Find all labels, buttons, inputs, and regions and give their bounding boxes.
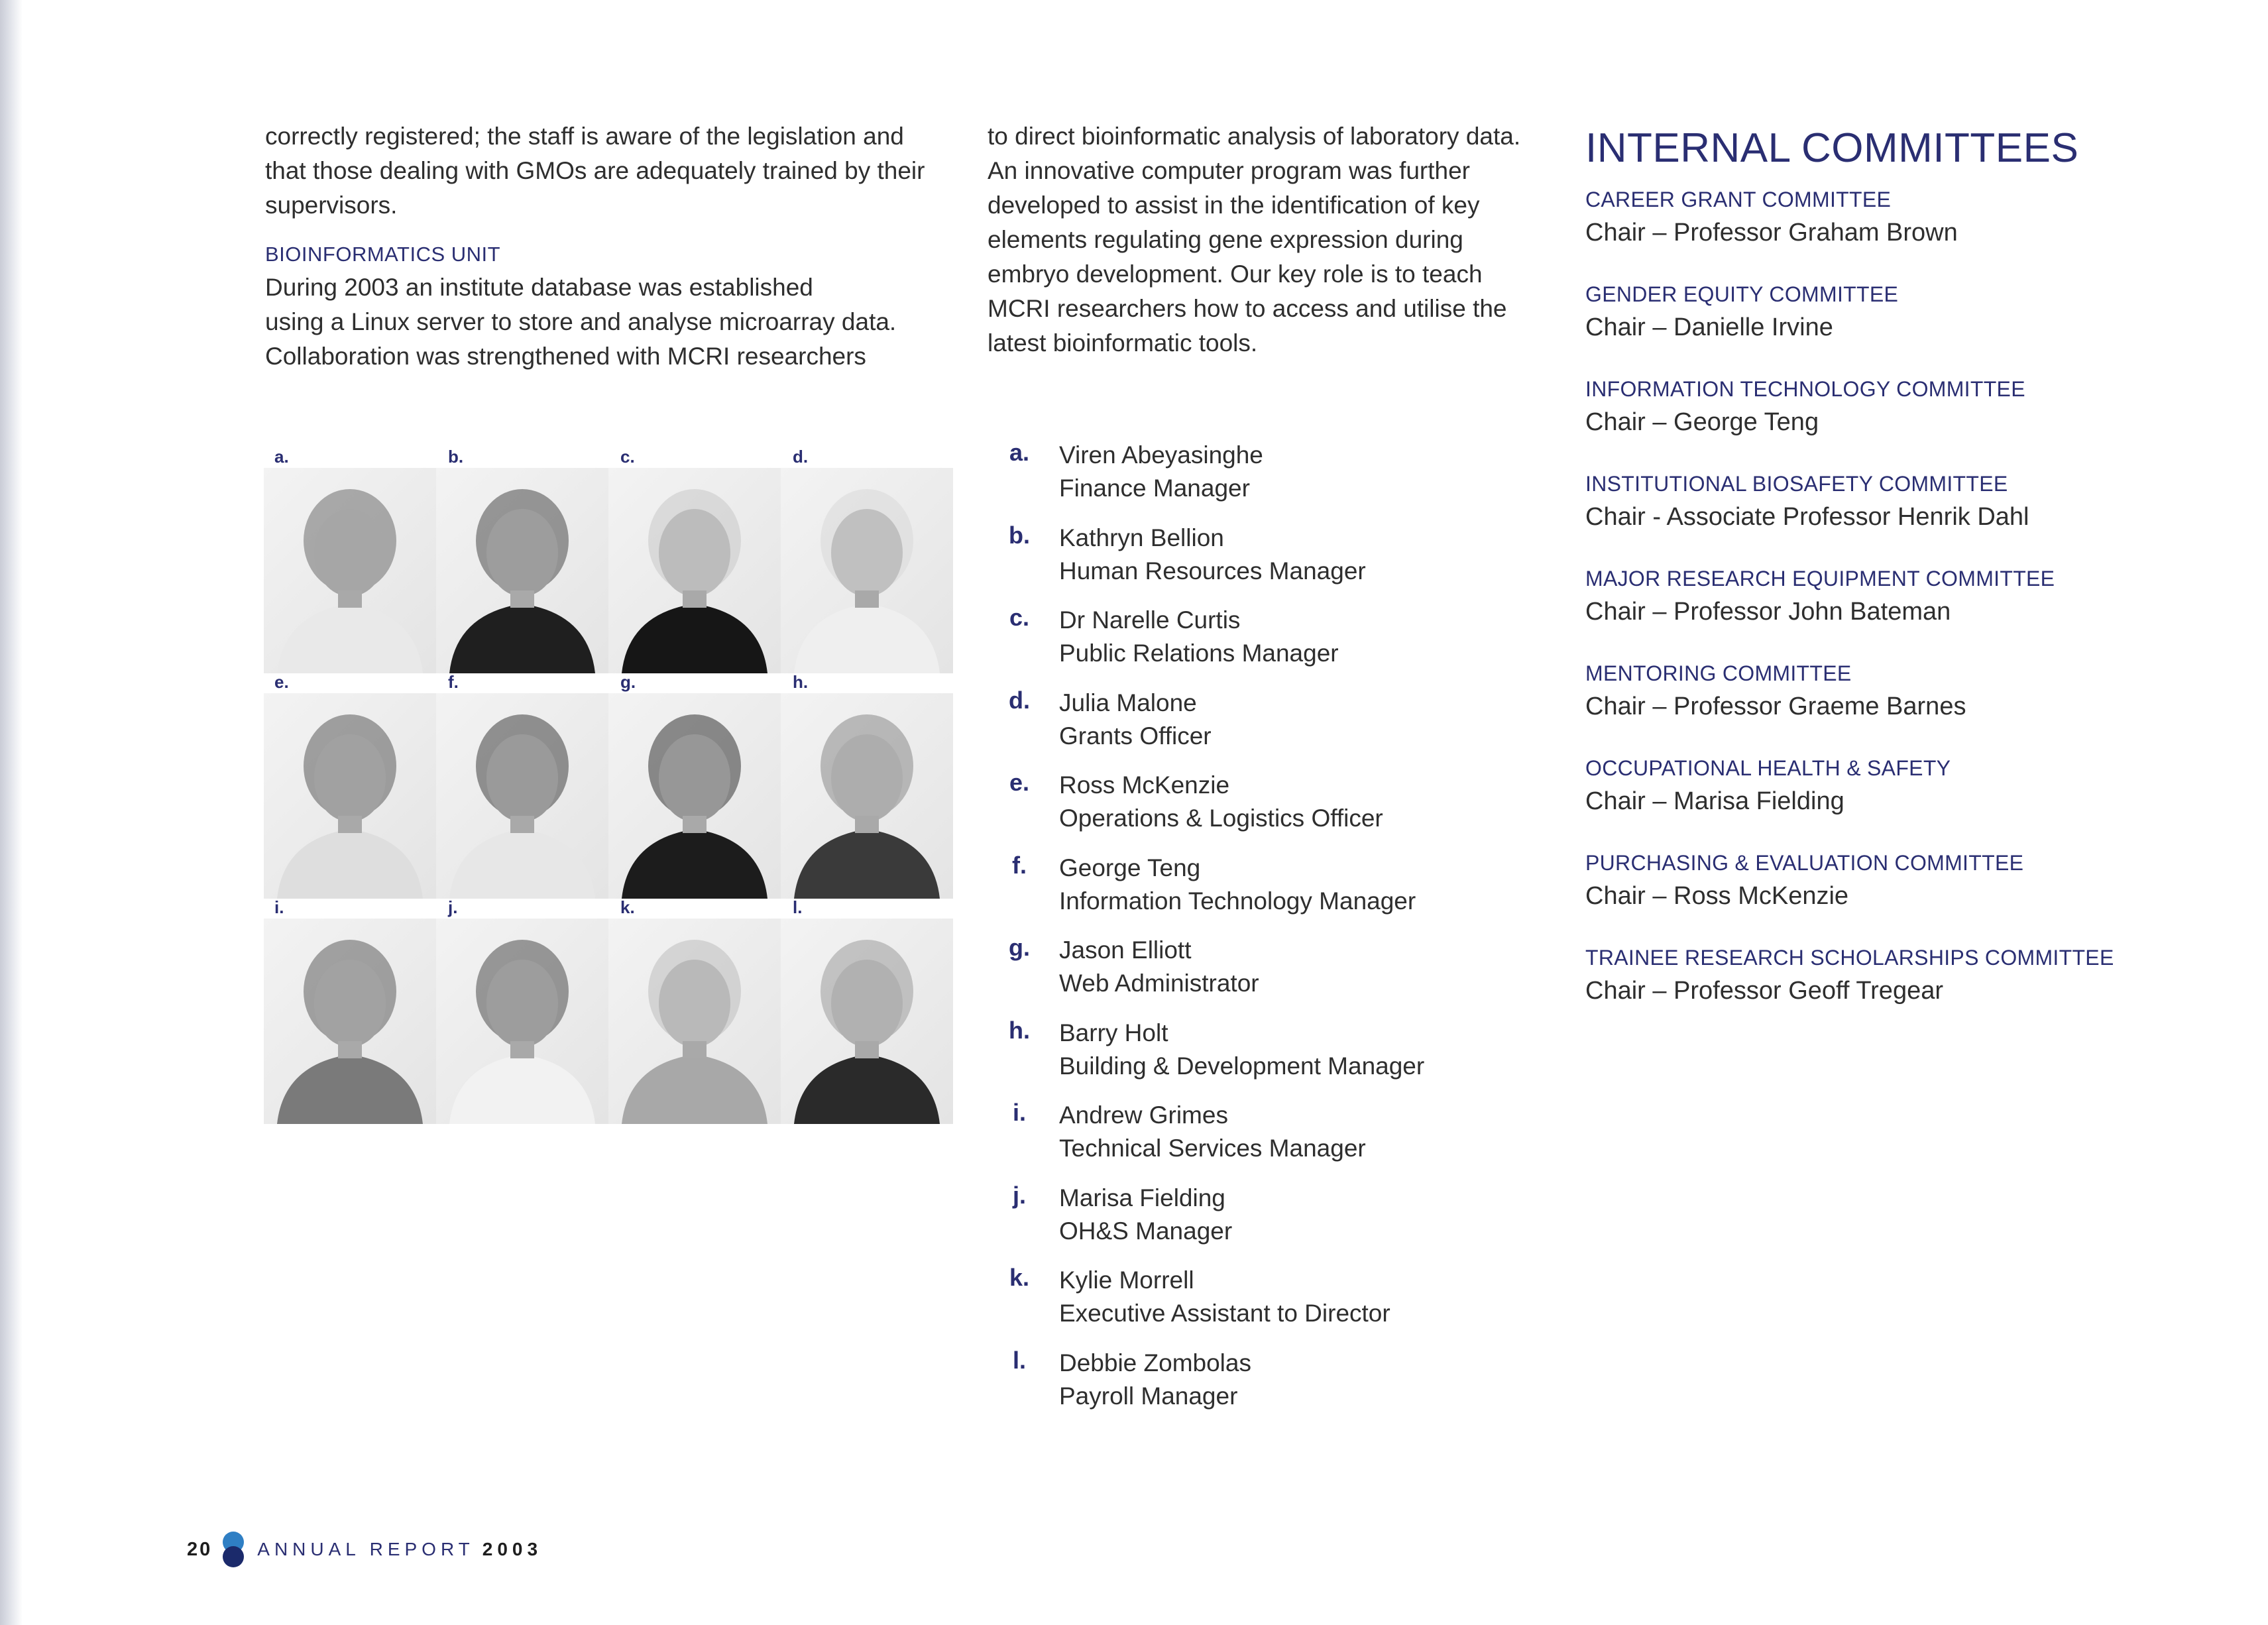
committee-chair: Chair - Associate Professor Henrik Dahl (1585, 503, 2029, 531)
staff-photo (264, 899, 436, 1124)
staff-role: Human Resources Manager (1059, 557, 1366, 585)
internal-committees-section (1585, 119, 2169, 1038)
portrait-silhouette-icon (264, 919, 436, 1124)
portrait-image (781, 693, 953, 899)
committee-chair: Chair – Professor Geoff Tregear (1585, 977, 1943, 1005)
portrait-image (436, 693, 608, 899)
staff-letter: f. (1012, 851, 1027, 879)
committee-item (1585, 564, 2169, 659)
bioinformatics-heading: BIOINFORMATICS UNIT (265, 243, 501, 266)
intro-paragraph (265, 119, 954, 223)
portrait-silhouette-icon (608, 693, 781, 899)
committee-item (1585, 943, 2169, 1038)
committees-title: INTERNAL COMMITTEES (1585, 125, 2079, 171)
staff-entry (999, 769, 1556, 852)
staff-name: Julia Malone (1059, 689, 1197, 716)
committee-name: TRAINEE RESEARCH SCHOLARSHIPS COMMITTEE (1585, 946, 2114, 970)
staff-name: Marisa Fielding (1059, 1184, 1225, 1211)
intro-line: supervisors. (265, 192, 398, 219)
staff-name: Dr Narelle Curtis (1059, 606, 1241, 634)
report-year: 2003 (482, 1539, 543, 1559)
staff-name: Andrew Grimes (1059, 1101, 1228, 1129)
committee-chair: Chair – George Teng (1585, 408, 1819, 436)
committee-chair: Chair – Danielle Irvine (1585, 313, 1833, 341)
staff-entry (999, 439, 1556, 522)
staff-name: Debbie Zombolas (1059, 1349, 1251, 1376)
staff-photo (436, 673, 608, 899)
committee-list (1585, 185, 2169, 1038)
photo-letter-label: i. (274, 897, 284, 917)
staff-letter: d. (1009, 686, 1030, 714)
staff-name: Kylie Morrell (1059, 1266, 1194, 1294)
portrait-image (608, 468, 781, 673)
photo-letter-label: l. (793, 897, 803, 917)
photo-letter-label: b. (448, 447, 464, 467)
staff-entry (999, 687, 1556, 769)
staff-role: Building & Development Manager (1059, 1052, 1425, 1080)
staff-entry (999, 1017, 1556, 1099)
staff-name: Barry Holt (1059, 1019, 1168, 1046)
portrait-silhouette-icon (608, 919, 781, 1124)
staff-entry (999, 934, 1556, 1017)
staff-role: Executive Assistant to Director (1059, 1300, 1390, 1327)
staff-letter: a. (1009, 439, 1030, 466)
staff-entry (999, 1264, 1556, 1347)
staff-photo (608, 673, 781, 899)
blue-circles-logo-icon (220, 1531, 247, 1568)
staff-role: OH&S Manager (1059, 1217, 1233, 1245)
paragraph-line: to direct bioinformatic analysis of laboratory data. (988, 123, 1521, 150)
committee-item (1585, 280, 2169, 374)
photo-letter-label: j. (448, 897, 458, 917)
committee-chair: Chair – Ross McKenzie (1585, 882, 1849, 910)
committee-name: INSTITUTIONAL BIOSAFETY COMMITTEE (1585, 472, 2008, 496)
paragraph-line: An innovative computer program was further (988, 157, 1471, 184)
committee-item (1585, 374, 2169, 469)
staff-role: Information Technology Manager (1059, 887, 1416, 915)
committee-item (1585, 754, 2169, 848)
portrait-image (264, 919, 436, 1124)
staff-photo (264, 673, 436, 899)
committee-name: MENTORING COMMITTEE (1585, 661, 1852, 685)
portrait-silhouette-icon (781, 919, 953, 1124)
committee-name: MAJOR RESEARCH EQUIPMENT COMMITTEE (1585, 567, 2055, 590)
page-number: 20 (187, 1538, 213, 1560)
staff-role: Technical Services Manager (1059, 1135, 1366, 1162)
page-spine-shadow (0, 0, 23, 1625)
portrait-silhouette-icon (436, 468, 608, 673)
photo-letter-label: e. (274, 672, 289, 692)
committee-chair: Chair – Professor Graeme Barnes (1585, 693, 1966, 720)
photo-letter-label: k. (620, 897, 635, 917)
staff-letter: i. (1012, 1099, 1026, 1126)
committee-item (1585, 469, 2169, 564)
staff-role: Web Administrator (1059, 970, 1259, 997)
committee-item (1585, 848, 2169, 943)
column-middle-text (988, 119, 1558, 361)
page-footer (187, 1531, 542, 1568)
portrait-image (264, 468, 436, 673)
staff-role: Payroll Manager (1059, 1382, 1238, 1410)
staff-letter: l. (1012, 1346, 1026, 1374)
staff-name: Viren Abeyasinghe (1059, 441, 1263, 469)
photo-letter-label: h. (793, 672, 809, 692)
portrait-silhouette-icon (781, 468, 953, 673)
portrait-image (436, 919, 608, 1124)
paragraph-line: embryo development. Our key role is to teach (988, 260, 1483, 288)
committee-item (1585, 659, 2169, 754)
intro-line: correctly registered; the staff is aware of the legislation and (265, 123, 904, 150)
staff-name: Ross McKenzie (1059, 771, 1230, 799)
portrait-silhouette-icon (436, 693, 608, 899)
staff-letter: k. (1009, 1264, 1030, 1291)
staff-photo (264, 448, 436, 673)
staff-name: George Teng (1059, 854, 1201, 881)
photo-letter-label: g. (620, 672, 636, 692)
intro-line: that those dealing with GMOs are adequately trained by their (265, 157, 925, 184)
portrait-silhouette-icon (264, 693, 436, 899)
paragraph-line: developed to assist in the identification of key (988, 192, 1480, 219)
staff-letter: g. (1009, 934, 1030, 961)
photo-letter-label: c. (620, 447, 635, 467)
portrait-silhouette-icon (264, 468, 436, 673)
portrait-image (608, 693, 781, 899)
portrait-image (608, 919, 781, 1124)
staff-photo (436, 448, 608, 673)
staff-letter: j. (1012, 1181, 1026, 1209)
staff-entry (999, 1099, 1556, 1182)
committee-chair: Chair – Marisa Fielding (1585, 787, 1844, 815)
staff-role: Grants Officer (1059, 722, 1212, 750)
staff-name: Jason Elliott (1059, 936, 1192, 964)
bioinformatics-continued-paragraph (988, 119, 1558, 361)
staff-photo (781, 899, 953, 1124)
photo-letter-label: a. (274, 447, 289, 467)
committee-name: OCCUPATIONAL HEALTH & SAFETY (1585, 756, 1951, 780)
committee-item (1585, 185, 2169, 280)
staff-role: Finance Manager (1059, 475, 1250, 502)
bioinformatics-paragraph (265, 270, 954, 374)
staff-entry (999, 522, 1556, 604)
staff-letter: e. (1009, 769, 1030, 796)
staff-letter: b. (1009, 521, 1030, 549)
portrait-image (436, 468, 608, 673)
staff-entry (999, 852, 1556, 934)
portrait-image (264, 693, 436, 899)
paragraph-line: Collaboration was strengthened with MCRI researchers (265, 343, 866, 370)
committee-chair: Chair – Professor John Bateman (1585, 598, 1951, 626)
staff-name: Kathryn Bellion (1059, 524, 1224, 551)
portrait-silhouette-icon (781, 693, 953, 899)
portrait-silhouette-icon (436, 919, 608, 1124)
staff-entry (999, 604, 1556, 687)
staff-role: Operations & Logistics Officer (1059, 805, 1383, 832)
portrait-silhouette-icon (608, 468, 781, 673)
committee-name: GENDER EQUITY COMMITTEE (1585, 282, 1899, 306)
staff-entry (999, 1182, 1556, 1264)
paragraph-line: MCRI researchers how to access and utilise the (988, 295, 1507, 322)
staff-letter: h. (1009, 1016, 1030, 1044)
paragraph-line: latest bioinformatic tools. (988, 329, 1258, 357)
portrait-image (781, 919, 953, 1124)
staff-photo (608, 899, 781, 1124)
column-left-text (265, 119, 961, 374)
staff-entry (999, 1347, 1556, 1429)
staff-letter: c. (1009, 604, 1030, 631)
staff-photo (608, 448, 781, 673)
photo-letter-label: f. (448, 672, 459, 692)
paragraph-line: elements regulating gene expression during (988, 226, 1463, 253)
staff-list (999, 439, 1556, 1429)
committee-chair: Chair – Professor Graham Brown (1585, 219, 1958, 247)
staff-photo (781, 448, 953, 673)
staff-role: Public Relations Manager (1059, 640, 1339, 667)
paragraph-line: During 2003 an institute database was established (265, 274, 813, 301)
staff-photo (781, 673, 953, 899)
committee-name: INFORMATION TECHNOLOGY COMMITTEE (1585, 377, 2025, 401)
committee-name: PURCHASING & EVALUATION COMMITTEE (1585, 851, 2024, 875)
photo-letter-label: d. (793, 447, 809, 467)
staff-photo (436, 899, 608, 1124)
portrait-image (781, 468, 953, 673)
annual-report-label: ANNUAL REPORT (257, 1539, 475, 1559)
paragraph-line: using a Linux server to store and analyse microarray data. (265, 308, 897, 335)
committee-name: CAREER GRANT COMMITTEE (1585, 188, 1892, 211)
